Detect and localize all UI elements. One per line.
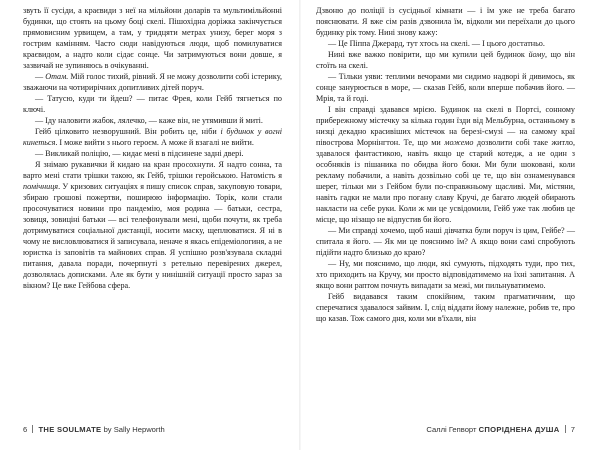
- paragraph: [23, 126, 282, 148]
- paragraph-text: Мій голос тихий, рівний. Я не можу дозволити собі істерику, зважаючи на чотирирічних допитливих дітей поруч.: [23, 72, 283, 92]
- paragraph: [23, 148, 282, 159]
- paragraph: [316, 104, 575, 225]
- right-footer-author: Саллі Гепворт: [426, 425, 477, 434]
- left-page-footer: [23, 425, 165, 434]
- footer-separator: [565, 425, 566, 433]
- paragraph-text: —: [35, 72, 46, 81]
- paragraph: [316, 5, 575, 38]
- left-page-body: [23, 5, 282, 291]
- paragraph-text: Нині вже важко повірити, що ми купили цей будинок: [328, 50, 529, 59]
- emphasis-text: йому: [528, 50, 546, 59]
- paragraph-text: Я знімаю рукавички й кидаю на кран просохнути. Я надто сонна, та варто мені стати трішки такою, як Гейб, трішки геройською. Натомість я: [23, 160, 282, 180]
- paragraph-text: — Це Піппа Джерард, тут хтось на скелі. — І цього достатньо.: [328, 39, 545, 48]
- right-page-footer: [426, 425, 575, 434]
- paragraph: [23, 5, 282, 71]
- paragraph-text: — Іду наловити жабок, лялечко, — каже він, не утямивши й миті.: [35, 116, 263, 125]
- paragraph: [316, 38, 575, 49]
- paragraph: [23, 93, 282, 115]
- paragraph: [23, 115, 282, 126]
- emphasis-text: і будинок у вогні кинеться: [23, 127, 282, 147]
- left-footer-book-title: THE SOULMATE: [38, 425, 102, 434]
- paragraph-text: — Викликай поліцію, — кидає мені в підсинене задні двері.: [35, 149, 244, 158]
- paragraph-text: — Ми справді хочемо, щоб наші дівчатка були поруч із цим, Гейбе? — спитала я його. — Як ми це пояснимо їм? А якщо вони самі спробують підійти надто близько до краю?: [316, 226, 575, 257]
- paragraph: [23, 159, 282, 291]
- paragraph-text: — Татусю, куди ти йдеш? — питає Фрея, коли Гейб тягнеться по ключі.: [23, 94, 282, 114]
- paragraph-text: . І може вийти з нього героєм. А може й взагалі не вийти.: [55, 138, 254, 147]
- paragraph: [23, 71, 282, 93]
- paragraph: [316, 225, 575, 258]
- emphasis-text: можемо: [444, 138, 474, 147]
- emphasis-text: Отам.: [45, 72, 69, 81]
- emphasis-text: помічниця: [23, 182, 59, 191]
- paragraph-text: дозволити собі таке житло, здавалося фантастикою, навіть якщо це старий котедж, а не один з особняків із пішаника по обидва його боки. Ми були шоковані, коли рекламу побачили, а навіть дозвільно собі це те, що він ознаменувався шерег, тільки ми з Гейбом були по-справжньому щасливі. Ми, містяни, навіть гадки не мали про погану славу Кручі, де багато людей обирають наклаcти на себе руки. Коли ж ми це усвідомили, Гейб уже так любив це місце, що нізащо не відпустив би його.: [316, 138, 575, 224]
- footer-separator: [32, 425, 33, 433]
- left-page-number: 6: [23, 425, 28, 434]
- paragraph: [316, 49, 575, 71]
- paragraph: [316, 291, 575, 324]
- paragraph-text: — Ну, ми пояснимо, що люди, які сумують, підходять туди, про тих, хто приходить на Кручу, ми просто відповідатимемо на їхні запитання. А якщо вони раптом почнуть випадати за межі, ми пильнуватимемо.: [316, 259, 575, 290]
- paragraph-text: — Тільки уяви: теплими вечорами ми сидимо надворі й дивимось, як сонце занурюється в море, — сказав Гейб, коли вперше побачив його. — Мрія, та й годі.: [316, 72, 575, 103]
- paragraph-text: . У кризових ситуаціях я пишу список справ, закуповую товари, збираю грошові пожертви, поширюю інформацію. Торік, коли стали просочуватися новини про пандемію, моя родина — батьки, сестра, зовиця, зовиціні батьки — всі телефонували мені, щоби почути, як треба дотримуватися соціальної дистанції, носити маску, щеплюватися. Я ні в чому не висловлюватися й записувала, неначе я якась епідеміологиня, а не юристка із заповітів та майнових справ. Я успішно розв'язувала складні питання, давала поради, почерпнуті з ретельно перевірених джерел, дозволялась дописками. Але як бути у нинішній ситуації просто зараз за вікном? Це вже Гейбова сфера.: [23, 182, 282, 290]
- paragraph: [316, 71, 575, 104]
- paragraph-text: звуть її сусіди, а краєвиди з неї на мільйони доларів та мультимільйонні будинки, що стоять на цьому боці скелі. Пішохідна доріжка закінчується прямовисним урвищем, а там, у тридцяти метрах унизу, берег моря з гострим камінням. Часто сюди навідуються люди, щоб помилуватися краєвидом, а надто коли сідає сонце. Чи затримуються вони довше, я зазвичай не зупиняюсь в очікуванні.: [23, 6, 282, 70]
- paragraph-text: Гейб цілковито незворушний. Він робить це, ніби: [35, 127, 221, 136]
- left-footer-author: by Sally Hepworth: [103, 425, 165, 434]
- paragraph-text: Дзвоню до поліції із сусідньої кімнати — і їм уже не треба багато пояснювати. Я вже сім разів дзвонила їм, відколи ми переїхали до цього будинку рік тому. Нині знову кажу:: [316, 6, 575, 37]
- paragraph-text: Гейб видавався таким спокійним, таким прагматичним, що сперечатися здавалося зайвим. І, слід віддати йому належне, робив те, про що казав. Тож самого дня, коли ми в'їхали, він: [316, 292, 575, 323]
- paragraph: [316, 258, 575, 291]
- right-page-number: 7: [570, 425, 575, 434]
- right-footer-book-title: СПОРІДНЕНА ДУША: [478, 425, 560, 434]
- right-page-body: [316, 5, 575, 324]
- paragraph-text: , що він стоїть на скелі.: [316, 50, 575, 70]
- book-gutter: [299, 0, 301, 450]
- paragraph-text: І він справді здавався мрією. Будинок на скелі в Портсі, сонному прибережному містечку за кілька годин їзди від Мельбурна, останньому в низці декадно красивіших містечок на березі-смузі — на самому краї півострова Морнінгтон. Те, що ми: [316, 105, 575, 147]
